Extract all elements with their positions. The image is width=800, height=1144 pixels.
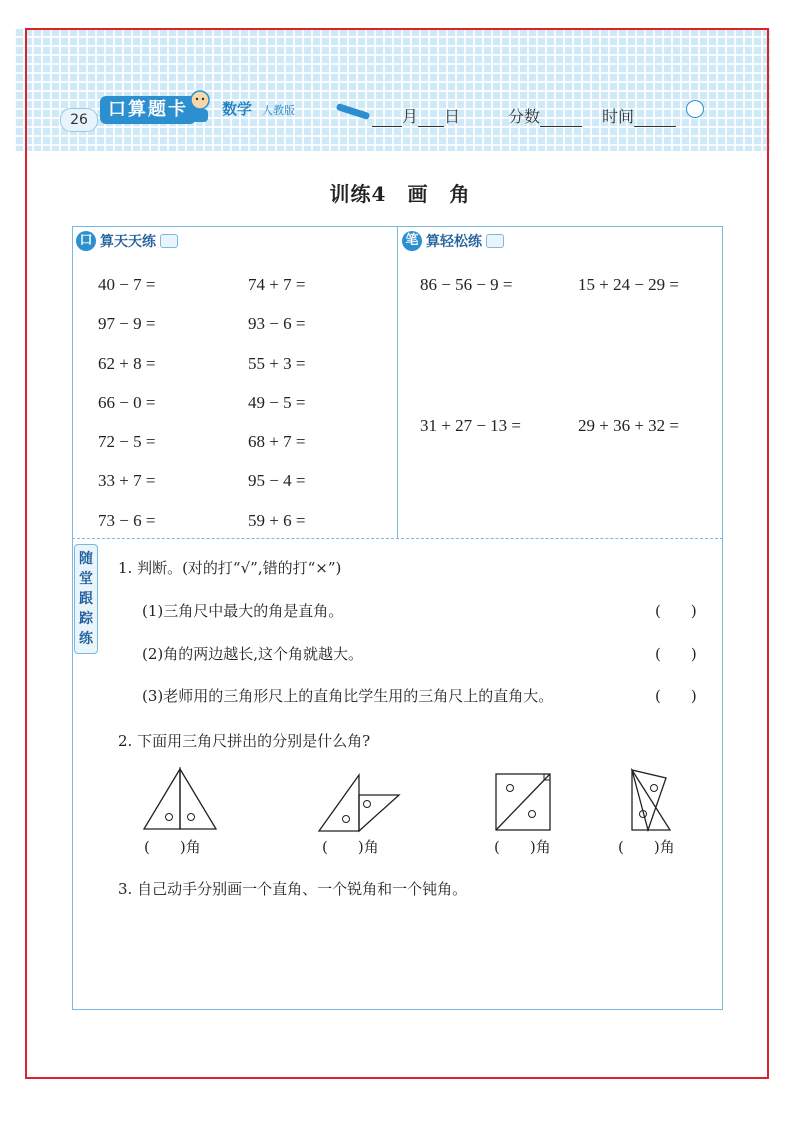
written-eq-1: 86 − 56 − 9 =: [420, 275, 513, 294]
oral-right-1: 74 + 7 =: [248, 275, 306, 294]
figure-2-triangles: [315, 773, 405, 835]
score-field: [508, 104, 582, 127]
oral-right-6: 95 − 4 =: [248, 471, 306, 490]
oral-left-4: 66 − 0 =: [98, 393, 156, 412]
oral-right-2: 93 − 6 =: [248, 314, 306, 333]
tag-badge-icon: 口: [76, 231, 96, 251]
oral-left-3: 62 + 8 =: [98, 354, 156, 373]
figure-3-caption[interactable]: ( )角: [494, 838, 551, 856]
subject-label: 数学: [222, 100, 253, 118]
side-tag-char: 踪: [79, 611, 93, 627]
question-3-title: 3. 自己动手分别画一个直角、一个锐角和一个钝角。: [118, 880, 468, 898]
side-tag-char: 随: [79, 551, 93, 567]
month-label: 月: [402, 107, 419, 126]
clock-icon: [686, 100, 704, 118]
oral-right-5: 68 + 7 =: [248, 432, 306, 451]
page-number: 26: [60, 108, 98, 132]
figure-4-triangles: [626, 766, 676, 836]
book-icon: [160, 234, 178, 248]
section-divider: [72, 538, 723, 539]
edition-label: 人教版: [262, 104, 295, 117]
answer-blank-2[interactable]: ( ): [655, 645, 697, 663]
answer-blank-3[interactable]: ( ): [655, 687, 697, 705]
classroom-practice-tag: [74, 544, 98, 654]
question-2-title: 2. 下面用三角尺拼出的分别是什么角?: [118, 732, 371, 750]
day-label: 日: [444, 107, 461, 126]
oral-left-7: 73 − 6 =: [98, 511, 156, 530]
mascot-icon: [185, 88, 215, 124]
oral-practice-tag: [76, 231, 178, 251]
figure-1-caption[interactable]: ( )角: [144, 838, 201, 856]
written-eq-4: 29 + 36 + 32 =: [578, 416, 680, 435]
oral-left-5: 72 − 5 =: [98, 432, 156, 451]
book-icon: [486, 234, 504, 248]
oral-tag-label: 算天天练: [100, 234, 156, 250]
question-1-item-1: (1)三角尺中最大的角是直角。: [142, 602, 344, 620]
page-title: 训练4 画 角: [329, 182, 471, 206]
written-eq-3: 31 + 27 − 13 =: [420, 416, 522, 435]
figure-4-caption[interactable]: ( )角: [618, 838, 675, 856]
time-field: [602, 104, 676, 127]
oral-right-3: 55 + 3 =: [248, 354, 306, 373]
written-tag-label: 算轻松练: [426, 234, 482, 250]
oral-left-1: 40 − 7 =: [98, 275, 156, 294]
oral-right-4: 49 − 5 =: [248, 393, 306, 412]
answer-blank-1[interactable]: ( ): [655, 602, 697, 620]
side-tag-char: 练: [79, 631, 93, 647]
side-tag-char: 跟: [79, 591, 93, 607]
side-tag-char: 堂: [79, 571, 93, 587]
date-field: [372, 104, 460, 127]
column-divider: [397, 226, 398, 539]
question-1-item-2: (2)角的两边越长,这个角就越大。: [142, 645, 364, 663]
oral-left-6: 33 + 7 =: [98, 471, 156, 490]
question-1-title: 1. 判断。(对的打“√”,错的打“×”): [118, 559, 342, 577]
written-practice-tag: [402, 231, 504, 251]
oral-right-7: 59 + 6 =: [248, 511, 306, 530]
oral-left-2: 97 − 9 =: [98, 314, 156, 333]
written-eq-2: 15 + 24 − 29 =: [578, 275, 680, 294]
score-label: 分数: [508, 107, 541, 126]
figure-2-caption[interactable]: ( )角: [322, 838, 379, 856]
book-logo: 口算题卡: [100, 96, 196, 124]
figure-3-triangles: [492, 770, 554, 834]
question-1-item-3: (3)老师用的三角形尺上的直角比学生用的三角尺上的直角大。: [142, 687, 554, 705]
figure-1-triangles: [140, 765, 220, 835]
time-label: 时间: [602, 107, 635, 126]
tag-badge-icon: 笔: [402, 231, 422, 251]
